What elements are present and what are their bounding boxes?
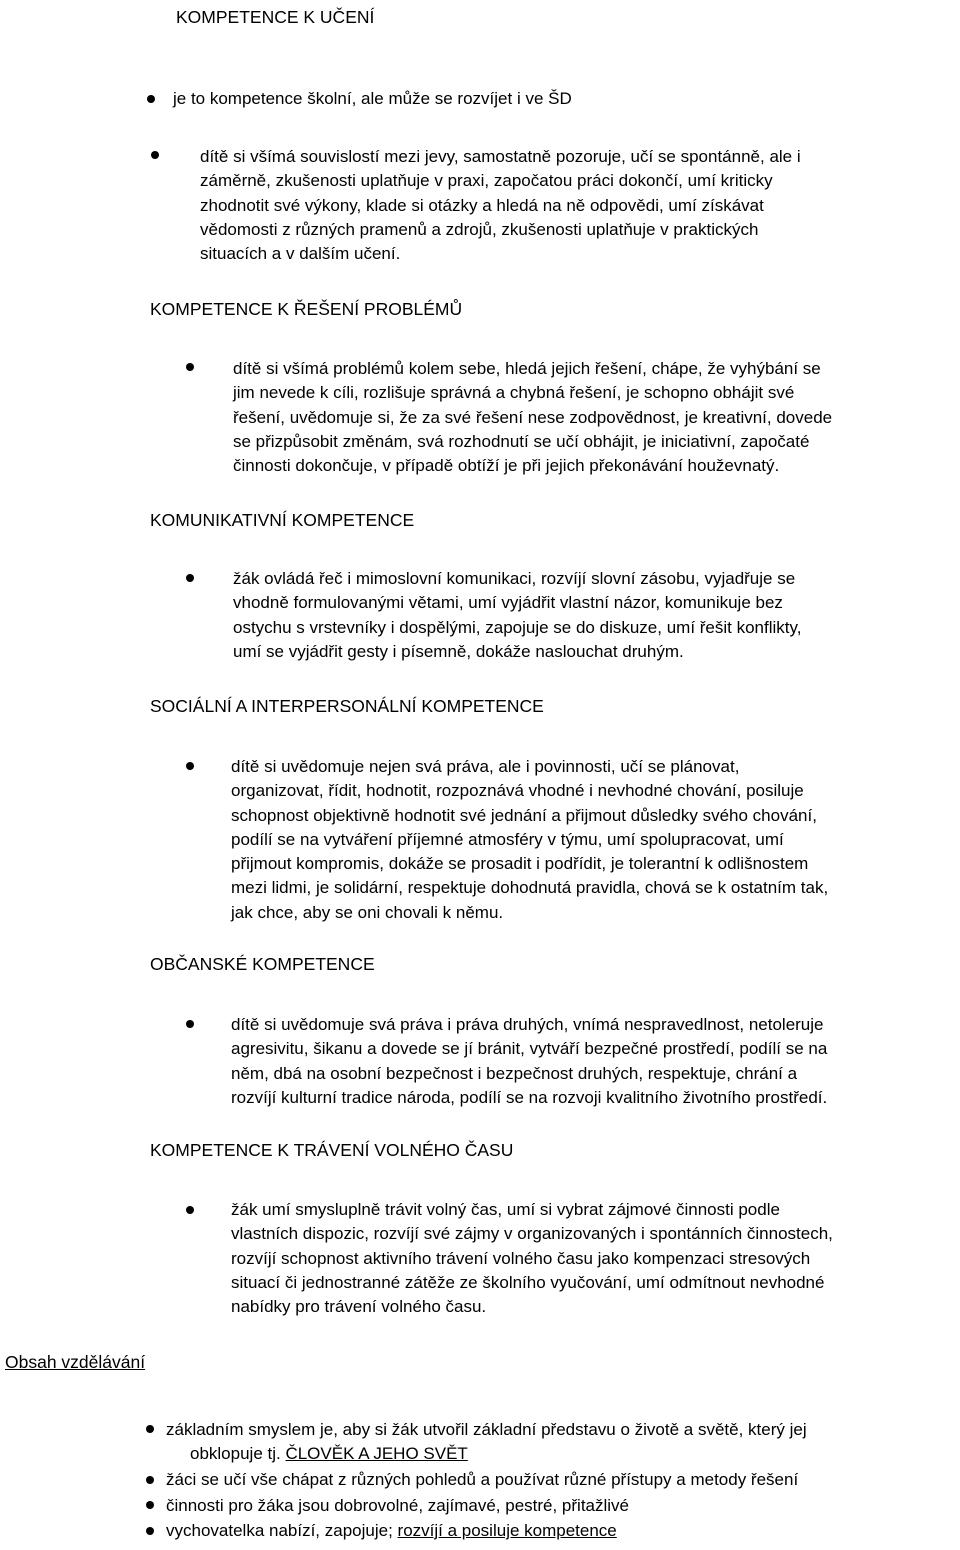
text-line: činnosti pro žáka jsou dobrovolné, zajímavé, pestré, přitažlivé bbox=[166, 1496, 630, 1515]
text-line: rozvíjí kulturní tradice národa, podílí se na rozvoji kvalitního životního prostředí. bbox=[231, 1087, 828, 1107]
content-item-1 bbox=[166, 1418, 807, 1467]
text-line: řešení, uvědomuje si, že za své řešení nese zodpovědnost, je kreativní, dovede bbox=[233, 407, 833, 427]
text-fragment: vychovatelka nabízí, zapojuje; bbox=[166, 1521, 398, 1540]
bullet-icon bbox=[146, 1501, 154, 1509]
bullet-icon bbox=[146, 1425, 154, 1433]
bullet-icon bbox=[147, 95, 155, 103]
leisure-description bbox=[231, 1198, 833, 1319]
learning-intro-text: je to kompetence školní, ale může se rozvíjet i ve ŠD bbox=[173, 89, 572, 108]
text-line: vědomosti z různých pramenů a zdrojů, zkušenosti uplatňuje v praktických bbox=[200, 219, 759, 239]
heading-learning: KOMPETENCE K UČENÍ bbox=[176, 7, 375, 27]
text-line: schopnost objektivně hodnotit své jednání a přijmout důsledky svého chování, bbox=[231, 805, 817, 825]
text-line: žáci se učí vše chápat z různých pohledů a používat různé přístupy a metody řešení bbox=[166, 1470, 799, 1489]
bullet-icon bbox=[146, 1476, 154, 1484]
heading-social: SOCIÁLNÍ A INTERPERSONÁLNÍ KOMPETENCE bbox=[150, 696, 544, 716]
bullet-icon bbox=[186, 762, 194, 770]
rozviji-a-posiluje-kompetence-link[interactable]: rozvíjí a posiluje kompetence bbox=[397, 1521, 617, 1540]
text-line: žák ovládá řeč i mimoslovní komunikaci, rozvíjí slovní zásobu, vyjadřuje se bbox=[233, 569, 796, 588]
text-line: situacích a v dalším učení. bbox=[200, 244, 401, 264]
text-line bbox=[166, 1519, 617, 1543]
text-line bbox=[166, 1442, 807, 1466]
text-line: situací či jednostranné zátěže ze školního vyučování, umí odmítnout nevhodné bbox=[231, 1272, 825, 1292]
problem-solving-description bbox=[233, 357, 832, 478]
text-line: umí se vyjádřit gesty i písemně, dokáže naslouchat druhým. bbox=[233, 641, 684, 661]
bullet-icon bbox=[186, 574, 194, 582]
text-line: dítě si uvědomuje nejen svá práva, ale i povinnosti, učí se plánovat, bbox=[231, 757, 740, 776]
heading-leisure: KOMPETENCE K TRÁVENÍ VOLNÉHO ČASU bbox=[150, 1140, 514, 1160]
text-line: dítě si všímá problémů kolem sebe, hledá jejich řešení, chápe, že vyhýbání se bbox=[233, 359, 821, 378]
heading-communication: KOMUNIKATIVNÍ KOMPETENCE bbox=[150, 510, 415, 530]
social-description bbox=[231, 755, 828, 925]
text-line: dítě si všímá souvislostí mezi jevy, samostatně pozoruje, učí se spontánně, ale i bbox=[200, 147, 801, 166]
communication-description bbox=[233, 567, 801, 664]
learning-description bbox=[200, 145, 801, 266]
text-line: vlastních dispozic, rozvíjí své zájmy v organizovaných i spontánních činnostech, bbox=[231, 1224, 833, 1244]
bullet-icon bbox=[186, 1020, 194, 1028]
content-item-4 bbox=[166, 1519, 617, 1543]
heading-problem-solving: KOMPETENCE K ŘEŠENÍ PROBLÉMŮ bbox=[150, 299, 463, 319]
bullet-icon bbox=[146, 1527, 154, 1535]
text-line: mezi lidmi, je solidární, respektuje dohodnutá pravidla, chová se k ostatním tak, bbox=[231, 878, 829, 898]
text-line: dítě si uvědomuje svá práva i práva druhých, vnímá nespravedlnost, netoleruje bbox=[231, 1015, 824, 1034]
text-line: rozvíjí schopnost aktivního trávení volného času jako kompenzaci stresových bbox=[231, 1248, 811, 1268]
bullet-icon bbox=[151, 151, 159, 159]
text-line: záměrně, zkušenosti uplatňuje v praxi, započatou práci dokončí, umí kriticky bbox=[200, 171, 773, 191]
heading-civic: OBČANSKÉ KOMPETENCE bbox=[150, 954, 375, 974]
content-item-2 bbox=[166, 1468, 798, 1492]
text-line: ostychu s vrstevníky i dospělými, zapojuje se do diskuze, umí řešit konflikty, bbox=[233, 617, 802, 637]
bullet-icon bbox=[186, 363, 194, 371]
bullet-icon bbox=[186, 1206, 194, 1214]
text-line: vhodně formulovanými větami, umí vyjádřit vlastní názor, komunikuje bez bbox=[233, 593, 783, 613]
text-line: žák umí smysluplně trávit volný čas, umí si vybrat zájmové činnosti podle bbox=[231, 1200, 780, 1219]
text-line: podílí se na vytváření příjemné atmosféry v týmu, umí spolupracovat, umí bbox=[231, 829, 784, 849]
content-item-3 bbox=[166, 1494, 629, 1518]
text-line: základním smyslem je, aby si žák utvořil základní představu o životě a světě, který jej bbox=[166, 1420, 807, 1439]
text-line: přijmout kompromis, dokáže se prosadit i podřídit, je tolerantní k odlišnostem bbox=[231, 854, 809, 874]
text-line: činnosti dokončuje, v případě obtíží je při jejich překonávání houževnatý. bbox=[233, 456, 780, 476]
text-line: se přizpůsobit změnám, svá rozhodnutí se učí obhájit, je iniciativní, započaté bbox=[233, 431, 810, 451]
text-line: agresivitu, šikanu a dovede se jí bránit, vytváří bezpečné prostředí, podílí se na bbox=[231, 1039, 828, 1059]
text-fragment: obklopuje tj. bbox=[190, 1444, 286, 1464]
text-line: nabídky pro trávení volného času. bbox=[231, 1297, 487, 1317]
learning-intro bbox=[173, 87, 572, 111]
text-line: něm, dbá na osobní bezpečnost i bezpečnost druhých, respektuje, chrání a bbox=[231, 1063, 798, 1083]
text-line: organizovat, řídit, hodnotit, rozpoznává vhodné i nevhodné chování, posiluje bbox=[231, 781, 804, 801]
civic-description bbox=[231, 1013, 827, 1110]
text-line: zhodnotit své výkony, klade si otázky a hledá na ně odpovědi, umí získávat bbox=[200, 195, 764, 215]
clovek-a-jeho-svet-link[interactable]: ČLOVĚK A JEHO SVĚT bbox=[285, 1444, 468, 1464]
text-line: jak chce, aby se oni chovali k němu. bbox=[231, 902, 504, 922]
heading-content: Obsah vzdělávání bbox=[5, 1352, 146, 1372]
text-line: jim nevede k cíli, rozlišuje správná a chybná řešení, je schopno obhájit své bbox=[233, 383, 795, 403]
